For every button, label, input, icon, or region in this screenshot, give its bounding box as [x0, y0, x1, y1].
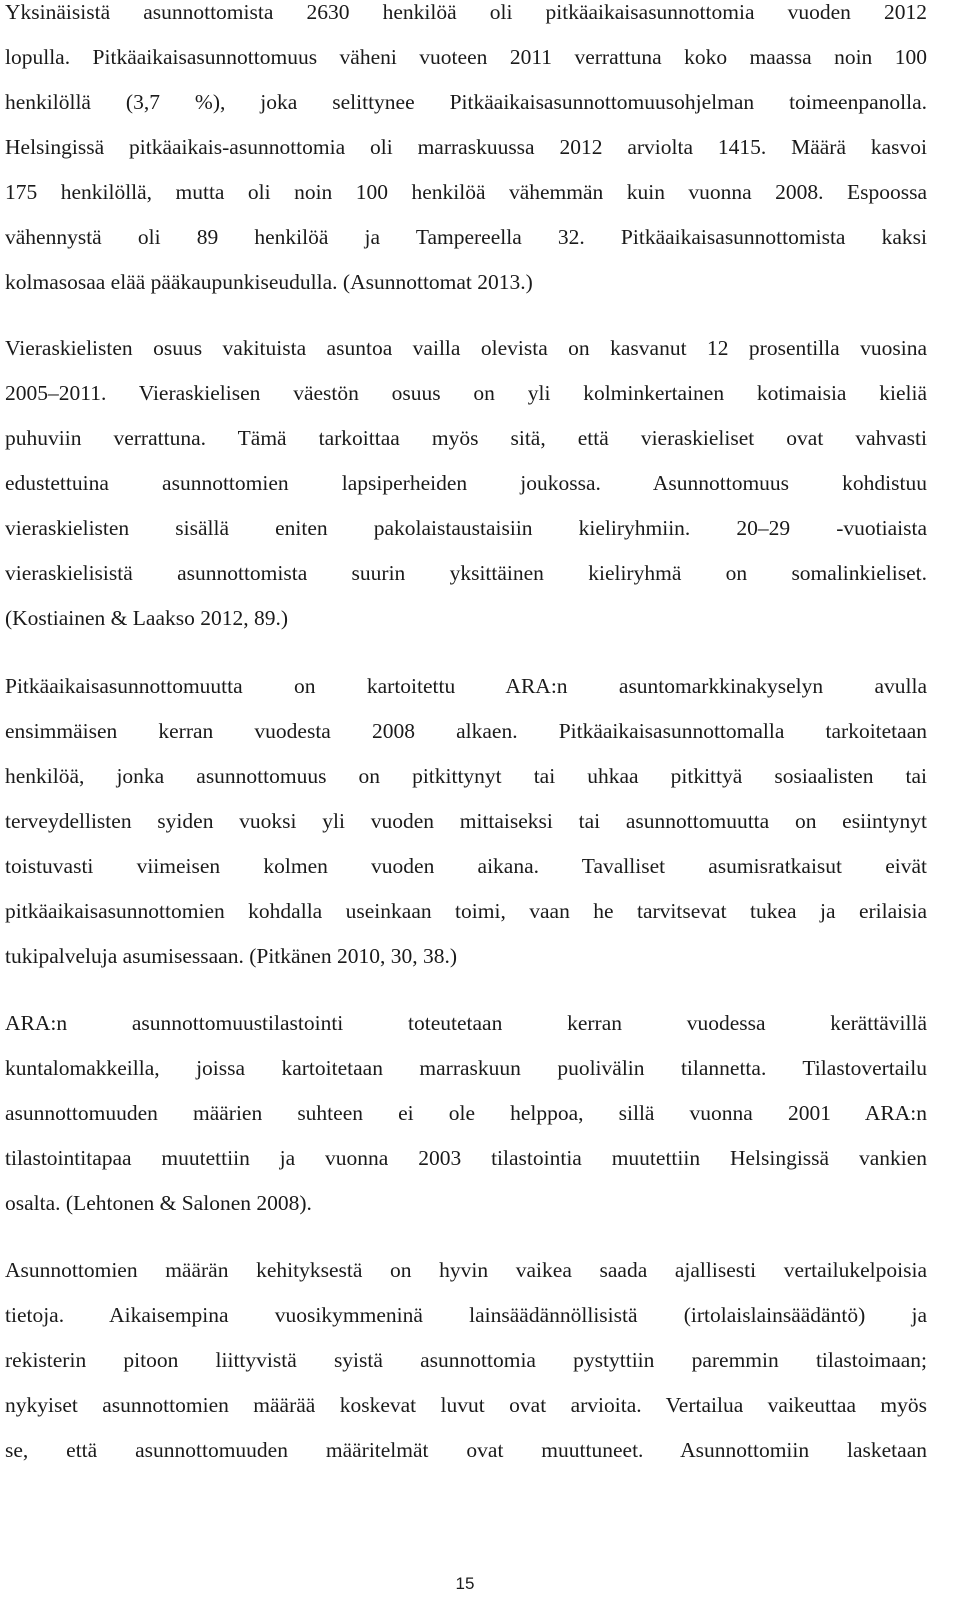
- text-line: ARA:n asunnottomuustilastointi toteutetaan kerran vuodessa kerättävillä: [5, 1011, 927, 1035]
- text-line: Vieraskielisten osuus vakituista asuntoa vailla olevista on kasvanut 12 prosentilla vuosina: [5, 336, 927, 360]
- text-line: kuntalomakkeilla, joissa kartoitetaan marraskuun puolivälin tilannetta. Tilastovertailu: [5, 1056, 927, 1080]
- text-line: se, että asunnottomuuden määritelmät ovat muuttuneet. Asunnottomiin lasketaan: [5, 1438, 927, 1462]
- text-line: Asunnottomien määrän kehityksestä on hyvin vaikea saada ajallisesti vertailukelpoisia: [5, 1258, 927, 1282]
- text-line: tilastointitapaa muutettiin ja vuonna 2003 tilastointia muutettiin Helsingissä vankien: [5, 1146, 927, 1170]
- text-line: Pitkäaikaisasunnottomuutta on kartoitettu ARA:n asuntomarkkinakyselyn avulla: [5, 674, 927, 698]
- text-line: osalta. (Lehtonen & Salonen 2008).: [5, 1191, 312, 1215]
- text-line: asunnottomuuden määrien suhteen ei ole helppoa, sillä vuonna 2001 ARA:n: [5, 1101, 927, 1125]
- text-line: toistuvasti viimeisen kolmen vuoden aikana. Tavalliset asumisratkaisut eivät: [5, 854, 927, 878]
- text-line: kolmasosaa elää pääkaupunkiseudulla. (Asunnottomat 2013.): [5, 270, 533, 294]
- text-line: 175 henkilöllä, mutta oli noin 100 henkilöä vähemmän kuin vuonna 2008. Espoossa: [5, 180, 927, 204]
- text-line: pitkäaikaisasunnottomien kohdalla useinkaan toimi, vaan he tarvitsevat tukea ja erilaisia: [5, 899, 927, 923]
- text-line: Yksinäisistä asunnottomista 2630 henkilöä oli pitkäaikaisasunnottomia vuoden 2012: [5, 0, 927, 24]
- text-line: terveydellisten syiden vuoksi yli vuoden mittaiseksi tai asunnottomuutta on esiintynyt: [5, 809, 927, 833]
- text-line: rekisterin pitoon liittyvistä syistä asunnottomia pystyttiin paremmin tilastoimaan;: [5, 1348, 927, 1372]
- text-line: lopulla. Pitkäaikaisasunnottomuus väheni vuoteen 2011 verrattuna koko maassa noin 100: [5, 45, 927, 69]
- text-line: vieraskielisten sisällä eniten pakolaistaustaisiin kieliryhmiin. 20–29 -vuotiaista: [5, 516, 927, 540]
- text-line: tietoja. Aikaisempina vuosikymmeninä lainsäädännöllisistä (irtolaislainsäädäntö) ja: [5, 1303, 927, 1327]
- text-line: nykyiset asunnottomien määrää koskevat luvut ovat arvioita. Vertailua vaikeuttaa myös: [5, 1393, 927, 1417]
- text-line: vähennystä oli 89 henkilöä ja Tampereella 32. Pitkäaikaisasunnottomista kaksi: [5, 225, 927, 249]
- text-line: henkilöllä (3,7 %), joka selittynee Pitkäaikaisasunnottomuusohjelman toimeenpanolla.: [5, 90, 927, 114]
- text-line: henkilöä, jonka asunnottomuus on pitkittynyt tai uhkaa pitkittyä sosiaalisten tai: [5, 764, 927, 788]
- text-line: (Kostiainen & Laakso 2012, 89.): [5, 606, 289, 630]
- text-line: tukipalveluja asumisessaan. (Pitkänen 2010, 30, 38.): [5, 944, 458, 968]
- page-number: 15: [455, 1574, 475, 1593]
- text-line: ensimmäisen kerran vuodesta 2008 alkaen. Pitkäaikaisasunnottomalla tarkoitetaan: [5, 719, 927, 743]
- text-line: 2005–2011. Vieraskielisen väestön osuus on yli kolminkertainen kotimaisia kieliä: [5, 381, 927, 405]
- text-line: edustettuina asunnottomien lapsiperheiden joukossa. Asunnottomuus kohdistuu: [5, 471, 927, 495]
- text-line: puhuviin verrattuna. Tämä tarkoittaa myös sitä, että vieraskieliset ovat vahvasti: [5, 426, 927, 450]
- text-line: Helsingissä pitkäaikais-asunnottomia oli marraskuussa 2012 arviolta 1415. Määrä kasvoi: [5, 135, 927, 159]
- text-line: vieraskielisistä asunnottomista suurin yksittäinen kieliryhmä on somalinkieliset.: [5, 561, 927, 585]
